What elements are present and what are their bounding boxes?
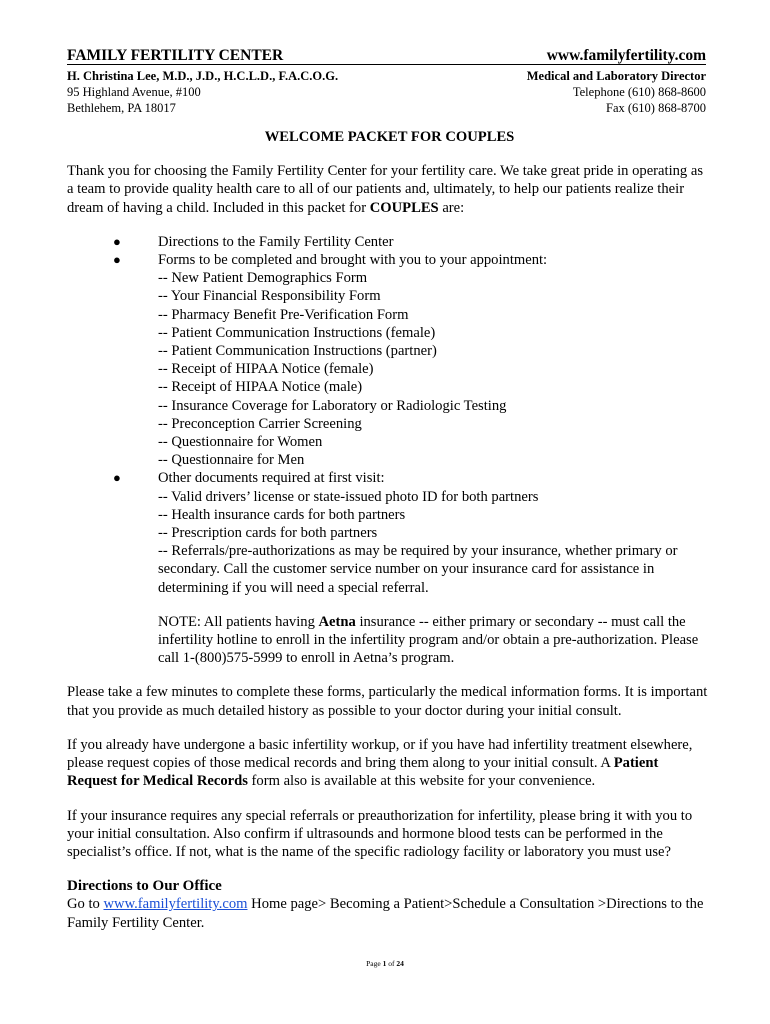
list-item bbox=[67, 469, 712, 596]
directions-heading: Directions to Our Office bbox=[67, 878, 222, 895]
documents-list bbox=[158, 488, 712, 597]
forms-list bbox=[158, 269, 712, 469]
list-item: -- Patient Communication Instructions (female) bbox=[158, 324, 436, 341]
intro-paragraph bbox=[67, 162, 712, 217]
page-title: WELCOME PACKET FOR COUPLES bbox=[264, 129, 515, 145]
list-item: -- Patient Communication Instructions (partner) bbox=[158, 343, 437, 360]
directions-paragraph bbox=[67, 895, 712, 931]
list-item: -- Receipt of HIPAA Notice (male) bbox=[158, 379, 363, 396]
doctor-name: H. Christina Lee, M.D., J.D., H.C.L.D., F.A.C.O.G. bbox=[67, 69, 339, 83]
directions-rest: Home page> Becoming a Patient>Schedule a Consultation >Directions to the Family Fertility Center. bbox=[67, 896, 704, 931]
note-prefix: NOTE: All patients having bbox=[158, 613, 319, 630]
list-item: -- Questionnaire for Men bbox=[158, 452, 305, 469]
aetna-note bbox=[67, 613, 712, 668]
bullet-icon: ● bbox=[113, 470, 121, 486]
header-right bbox=[406, 46, 706, 116]
bullet-text: Forms to be completed and brought with you to your appointment: bbox=[158, 252, 548, 269]
page-current: 1 bbox=[382, 959, 387, 968]
of-word: of bbox=[388, 959, 395, 968]
bullet-icon: ● bbox=[113, 233, 121, 249]
fax: Fax (610) 868-8700 bbox=[606, 101, 706, 115]
list-item: -- Valid drivers’ license or state-issued photo ID for both partners bbox=[158, 488, 539, 505]
list-item bbox=[67, 251, 712, 469]
list-item: -- Health insurance cards for both partners bbox=[158, 506, 406, 523]
intro-end: are: bbox=[438, 199, 465, 216]
website-link[interactable]: www.familyfertility.com bbox=[546, 47, 706, 64]
directions-go-to: Go to bbox=[67, 896, 104, 913]
bullet-text: Other documents required at first visit: bbox=[158, 470, 385, 487]
document-body bbox=[67, 128, 712, 932]
forms-paragraph: Please take a few minutes to complete these forms, particularly the medical information forms. It is important that you provide as much detailed history as possible to your doctor during your initial consult. bbox=[67, 684, 708, 719]
list-item: -- Insurance Coverage for Laboratory or Radiologic Testing bbox=[158, 397, 507, 414]
list-item: -- New Patient Demographics Form bbox=[158, 270, 368, 287]
doctor-role: Medical and Laboratory Director bbox=[526, 69, 706, 83]
note-rest: insurance -- either primary or secondary -- must call the infertility hotline to enroll in the infertility program and/or obtain a pre-authorization. Please call 1-(800)575-5999 to enroll in Aetna’s program. bbox=[158, 613, 699, 667]
bullet-icon: ● bbox=[113, 252, 121, 268]
list-item: -- Pharmacy Benefit Pre-Verification Form bbox=[158, 306, 409, 323]
website-hyperlink[interactable]: www.familyfertility.com bbox=[103, 896, 248, 913]
bullet-text: Directions to the Family Fertility Center bbox=[158, 233, 394, 250]
insurance-paragraph: If your insurance requires any special referrals or preauthorization for infertility, please bring it with you to your initial consultation. Also confirm if ultrasounds and hormone blood tests can be performed in the specialist’s office. If not, what is the name of the specific radiology facility or laboratory you must use? bbox=[67, 807, 693, 860]
list-item: -- Prescription cards for both partners bbox=[158, 525, 378, 542]
intro-text: Thank you for choosing the Family Fertility Center for your fertility care. We take great pride in operating as a team to provide quality health care to all of our patients and, ultimately, to help our patients realize their dream of having a child. Included in this packet for bbox=[67, 163, 704, 216]
address-line-1: 95 Highland Avenue, #100 bbox=[67, 85, 201, 99]
list-item: -- Receipt of HIPAA Notice (female) bbox=[158, 361, 374, 378]
list-item: -- Questionnaire for Women bbox=[158, 434, 323, 451]
address-line-2: Bethlehem, PA 18017 bbox=[67, 101, 176, 115]
page-footer bbox=[0, 959, 770, 968]
telephone: Telephone (610) 868-8600 bbox=[572, 85, 706, 99]
records-bold: Patient Request for Medical Records bbox=[67, 755, 659, 790]
records-end: form also is available at this website for your convenience. bbox=[247, 773, 596, 790]
list-item: -- Your Financial Responsibility Form bbox=[158, 288, 381, 305]
list-item bbox=[67, 233, 712, 251]
records-text: If you already have undergone a basic infertility workup, or if you have had infertility treatment elsewhere, please request copies of those medical records and bring them along to your initial consult. A bbox=[67, 736, 693, 772]
packet-contents-list bbox=[67, 233, 712, 597]
records-paragraph bbox=[67, 736, 712, 791]
list-item: -- Referrals/pre-authorizations as may be required by your insurance, whether primary or secondary. Call the customer service number on your insurance card for assistance in determining if you will need a special referral. bbox=[158, 543, 678, 596]
intro-bold: COUPLES bbox=[369, 199, 439, 216]
note-bold: Aetna bbox=[318, 613, 356, 630]
list-item: -- Preconception Carrier Screening bbox=[158, 415, 362, 432]
page-total: 24 bbox=[396, 959, 404, 968]
header-divider bbox=[67, 64, 706, 65]
org-name: FAMILY FERTILITY CENTER bbox=[67, 47, 284, 64]
page-word: Page bbox=[366, 959, 381, 968]
